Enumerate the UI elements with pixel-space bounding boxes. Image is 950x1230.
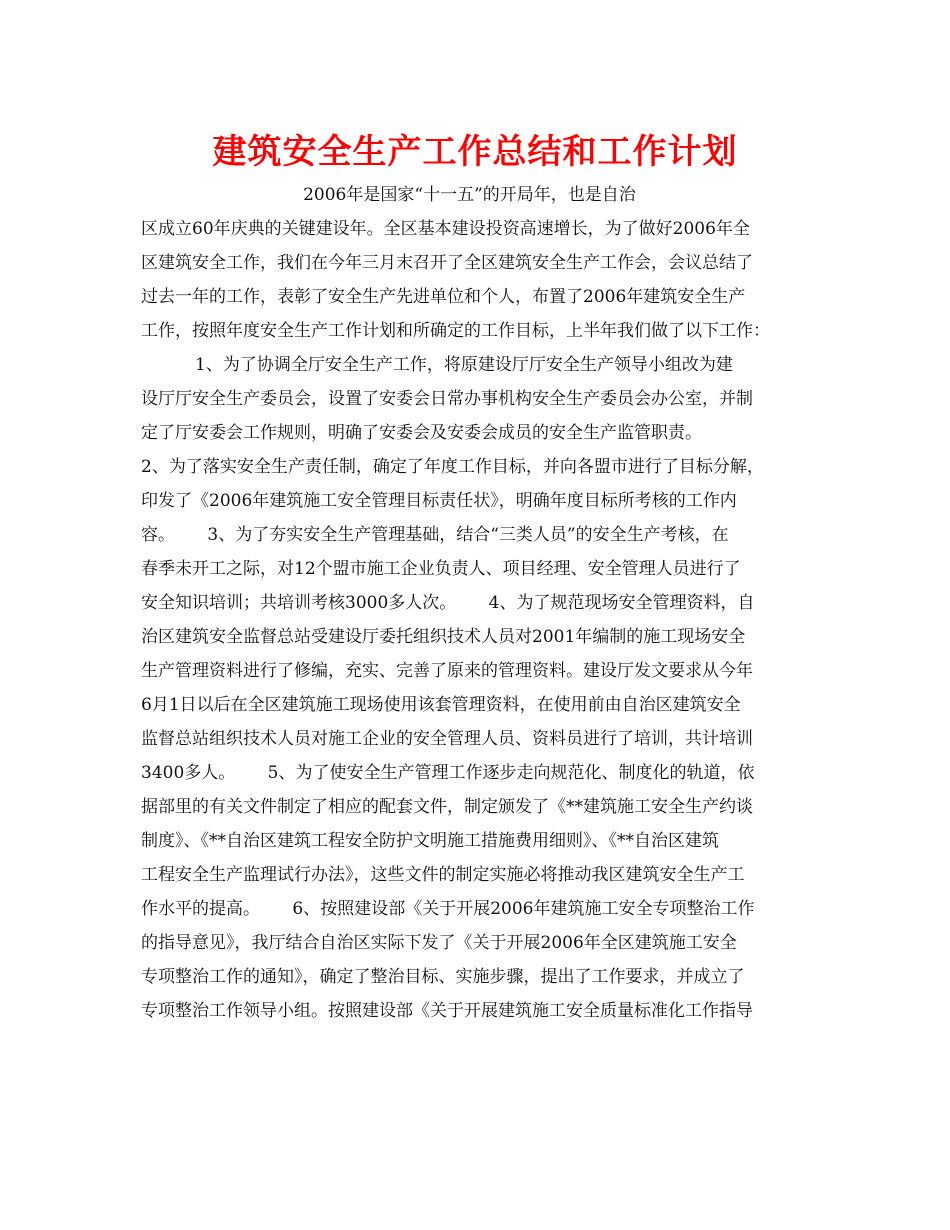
body-line: 的指导意见》，我厅结合自治区实际下发了《关于开展2006年全区建筑施工安全 bbox=[141, 933, 737, 953]
body-line: 3400多人。 5、为了使安全生产管理工作逐步走向规范化、制度化的轨道，依 bbox=[141, 763, 755, 783]
body-line: 过去一年的工作，表彰了安全生产先进单位和个人，布置了2006年建筑安全生产 bbox=[141, 287, 746, 307]
body-line: 工程安全生产监理试行办法》，这些文件的制定实施必将推动我区建筑安全生产工 bbox=[141, 865, 745, 885]
body-line: 设厅厅安全生产委员会，设置了安委会日常办事机构安全生产委员会办公室，并制 bbox=[141, 389, 753, 409]
body-line: 据部里的有关文件制定了相应的配套文件，制定颁发了《**建筑施工安全生产约谈 bbox=[141, 797, 753, 817]
document-title: 建筑安全生产工作总结和工作计划 bbox=[212, 132, 738, 172]
body-line: 制度》、《**自治区建筑工程安全防护文明施工措施费用细则》、《**自治区建筑 bbox=[141, 831, 719, 851]
document-body bbox=[141, 178, 821, 1028]
body-line: 区建筑安全工作，我们在今年三月末召开了全区建筑安全生产工作会，会议总结了 bbox=[141, 253, 753, 273]
body-line: 治区建筑安全监督总站受建设厅委托组织技术人员对2001年编制的施工现场安全 bbox=[141, 627, 746, 647]
body-line: 专项整治工作的通知》，确定了整治目标、实施步骤，提出了工作要求，并成立了 bbox=[141, 967, 745, 987]
body-line: 生产管理资料进行了修编，充实、完善了原来的管理资料。建设厅发文要求从今年 bbox=[141, 661, 753, 681]
body-line: 春季未开工之际，对12个盟市施工企业负责人、项目经理、安全管理人员进行了 bbox=[141, 559, 741, 579]
body-line: 2006年是国家“十一五”的开局年，也是自治 bbox=[141, 185, 636, 205]
body-line: 1、为了协调全厅安全生产工作，将原建设厅厅安全生产领导小组改为建 bbox=[141, 355, 733, 375]
body-line: 监督总站组织技术人员对施工企业的安全管理人员、资料员进行了培训，共计培训 bbox=[141, 729, 753, 749]
body-line: 安全知识培训；共培训考核3000多人次。 4、为了规范现场安全管理资料，自 bbox=[141, 593, 755, 613]
body-line: 容。 3、为了夯实安全生产管理基础，结合“三类人员”的安全生产考核，在 bbox=[141, 525, 729, 545]
body-line: 6月1日以后在全区建筑施工现场使用该套管理资料，在使用前由自治区建筑安全 bbox=[141, 695, 741, 715]
body-line: 2、为了落实安全生产责任制，确定了年度工作目标，并向各盟市进行了目标分解， bbox=[141, 457, 764, 477]
body-line: 工作，按照年度安全生产工作计划和所确定的工作目标，上半年我们做了以下工作： bbox=[141, 321, 770, 341]
body-line: 区成立60年庆典的关键建设年。全区基本建设投资高速增长，为了做好2006年全 bbox=[141, 219, 750, 239]
body-line: 定了厅安委会工作规则，明确了安委会及安委会成员的安全生产监管职责。 bbox=[141, 423, 702, 443]
body-line: 作水平的提高。 6、按照建设部《关于开展2006年建筑施工安全专项整治工作 bbox=[141, 899, 755, 919]
body-line: 印发了《2006年建筑施工安全管理目标责任状》，明确年度目标所考核的工作内 bbox=[141, 491, 737, 511]
body-line: 专项整治工作领导小组。按照建设部《关于开展建筑施工安全质量标准化工作指导 bbox=[141, 1001, 753, 1021]
